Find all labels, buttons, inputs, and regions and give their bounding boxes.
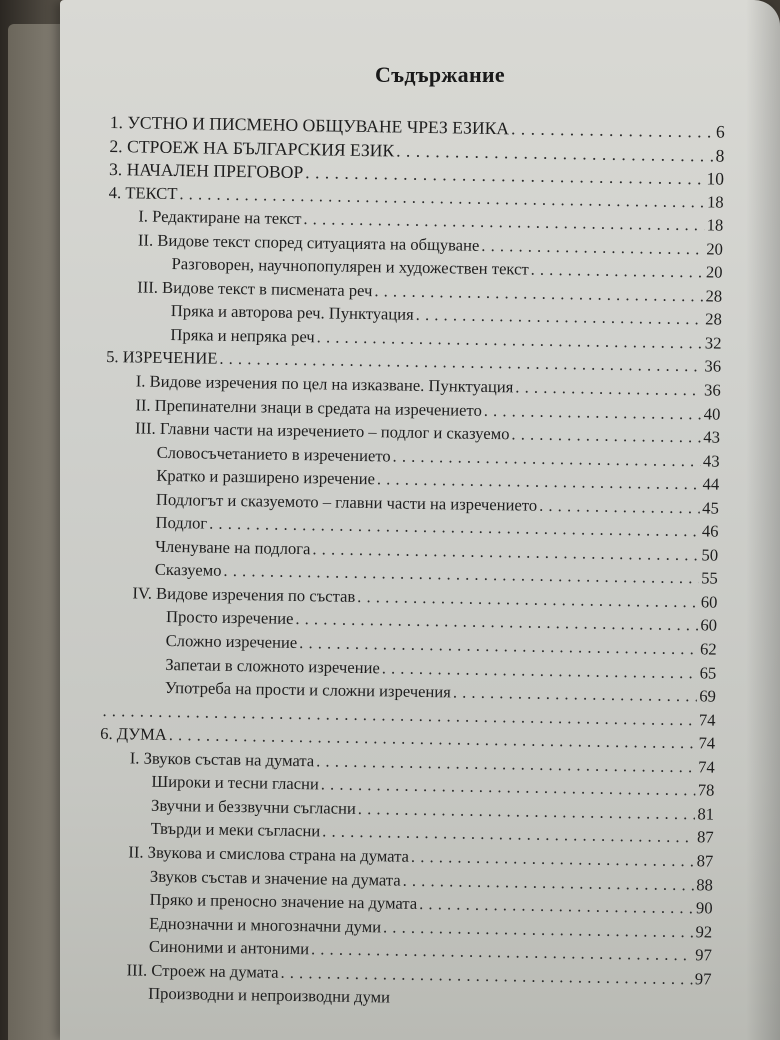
toc-entry-label: 1. УСТНО И ПИСМЕНО ОБЩУВАНЕ ЧРЕЗ ЕЗИКА xyxy=(109,112,510,139)
toc-entry-label: Пряка и непряка реч xyxy=(170,324,315,347)
toc-entry-page: 8 xyxy=(715,145,725,166)
toc-entry-page: 55 xyxy=(701,568,718,588)
toc-entry-label: Подлог xyxy=(155,513,208,533)
toc-entry-page: 40 xyxy=(703,403,721,424)
toc-entry-label: Кратко и разширено изречение xyxy=(156,465,376,489)
toc-entry-page: 28 xyxy=(705,309,722,330)
toc-entry-label: Сложно изречение xyxy=(165,630,298,653)
toc-entry-label: Широки и тесни гласни xyxy=(151,772,319,794)
toc-entry-page: 62 xyxy=(699,639,717,659)
toc-leader-dots xyxy=(511,424,701,447)
toc-entry-label: Звуков състав и значение на думата xyxy=(149,866,401,890)
toc-entry-label: II. Видове текст според ситуацията на общуване xyxy=(137,230,480,255)
toc-entry-label: Запетаи в сложното изречение xyxy=(165,654,380,677)
book-page xyxy=(60,0,780,1040)
toc-leader-dots xyxy=(403,870,695,895)
toc-leader-dots xyxy=(416,305,704,330)
toc-entry-page: 74 xyxy=(698,709,716,730)
toc-leader-dots xyxy=(453,683,698,707)
toc-leader-dots xyxy=(419,894,694,918)
toc-entry-label: I. Редактиране на текст xyxy=(138,206,302,229)
toc-entry-label: Еднозначни и многозначни думи xyxy=(149,913,382,936)
toc-entry-page: 60 xyxy=(700,615,718,636)
toc-entry-page: 97 xyxy=(694,968,712,989)
toc-entry-page: 97 xyxy=(695,945,712,965)
toc-entry-page: 81 xyxy=(697,804,715,824)
toc-leader-dots xyxy=(484,400,702,423)
toc-leader-dots xyxy=(481,236,704,260)
toc-entry-label: 2. СТРОЕЖ НА БЪЛГАРСКИЯ ЕЗИК xyxy=(109,135,395,161)
toc-entry-page: 18 xyxy=(706,215,724,235)
toc-entry-label: III. Главни части на изречението – подлог и сказуемо xyxy=(134,418,510,444)
toc-entry-page: 46 xyxy=(701,521,719,541)
toc-entry-page: 50 xyxy=(701,545,719,565)
toc-entry-page: 69 xyxy=(699,686,717,706)
toc-entry-page: 92 xyxy=(695,921,713,942)
toc-entry-label: Подлогът и сказуемото – главни части на изречението xyxy=(155,489,538,515)
toc-entry-label: I. Звуков състав на думата xyxy=(129,748,315,771)
toc-entry-page: 78 xyxy=(697,780,715,800)
toc-entry-page: 88 xyxy=(696,874,714,895)
toc-entry-page: 20 xyxy=(705,262,723,282)
toc-entry-label: I. Видове изречения по цел на изказване. Пунктуация xyxy=(135,371,514,397)
toc-leader-dots xyxy=(396,140,714,166)
toc-leader-dots xyxy=(377,469,701,494)
toc-entry-label: Сказуемо xyxy=(154,560,222,581)
toc-entry-page: 87 xyxy=(696,827,714,847)
toc-entry-page: 74 xyxy=(698,757,715,777)
toc-entry-page: 43 xyxy=(702,451,720,471)
toc-entry-label: II. Звукова и смислова страна на думата xyxy=(128,842,410,866)
toc-entry-page: 18 xyxy=(706,192,724,212)
toc-leader-dots xyxy=(511,118,714,142)
toc-leader-dots xyxy=(530,260,704,283)
toc-entry-page: 36 xyxy=(703,380,721,400)
toc-leader-dots xyxy=(358,799,696,824)
toc-entry-page: 36 xyxy=(704,356,722,377)
toc-leader-dots xyxy=(392,446,701,471)
table-of-contents xyxy=(96,112,725,1016)
toc-entry-label: Твърди и меки съгласни xyxy=(150,819,321,841)
toc-entry-page: 65 xyxy=(699,662,717,683)
toc-entry-label: III. Видове текст в писмената реч xyxy=(137,277,373,300)
toc-entry-label: IV. Видове изречения по състав xyxy=(132,583,356,606)
toc-entry-page: 43 xyxy=(703,427,721,447)
toc-entry-page: 28 xyxy=(705,286,723,306)
toc-entry-label: III. Строеж на думата xyxy=(126,960,279,982)
toc-leader-dots xyxy=(382,658,698,683)
toc-entry-label: 4. ТЕКСТ xyxy=(108,182,178,203)
toc-entry-label: Разговорен, научнопопулярен и художествен текст xyxy=(171,254,529,279)
toc-entry-label: Просто изречение xyxy=(165,607,294,629)
toc-leader-dots xyxy=(374,281,703,306)
toc-entry-page: 20 xyxy=(706,239,724,259)
toc-entry-page: 90 xyxy=(695,898,713,918)
toc-entry-label: 5. ИЗРЕЧЕНИЕ xyxy=(106,347,218,369)
toc-entry-page: 10 xyxy=(706,168,725,189)
toc-leader-dots xyxy=(383,917,694,942)
toc-leader-dots xyxy=(515,377,702,400)
toc-entry-page: 87 xyxy=(696,851,714,871)
page-title: Съдържание xyxy=(375,62,505,87)
toc-entry-label: Членуване на подлога xyxy=(155,536,311,559)
toc-entry-label: II. Препинателни знаци в средата на изречението xyxy=(135,394,482,420)
toc-entry-label: Употреба на прости и сложни изречения xyxy=(164,678,452,702)
toc-entry-page: 60 xyxy=(700,592,718,612)
toc-entry-label: 6. ДУМА xyxy=(100,724,167,745)
toc-entry-page: 6 xyxy=(715,121,725,142)
toc-entry-label: Пряка и авторова реч. Пунктуация xyxy=(170,301,414,325)
toc-entry-label: 3. НАЧАЛЕН ПРЕГОВОР xyxy=(108,159,304,183)
toc-entry-label: Производни и непроизводни думи xyxy=(148,983,391,1007)
toc-entry-label: Пряко и преносно значение на думата xyxy=(149,889,418,913)
toc-leader-dots xyxy=(539,496,700,519)
toc-entry-label: Синоними и антоними xyxy=(148,936,310,959)
toc-entry-label: Словосъчетанието в изречението xyxy=(156,442,391,466)
toc-entry-page: 32 xyxy=(704,333,722,353)
toc-leader-dots xyxy=(357,587,699,612)
toc-leader-dots xyxy=(411,847,695,871)
toc-entry-label: Звучни и беззвучни съгласни xyxy=(150,795,357,818)
toc-entry-page: 44 xyxy=(702,474,720,494)
toc-entry-page: 45 xyxy=(702,498,720,518)
toc-entry-page: 74 xyxy=(698,733,716,753)
